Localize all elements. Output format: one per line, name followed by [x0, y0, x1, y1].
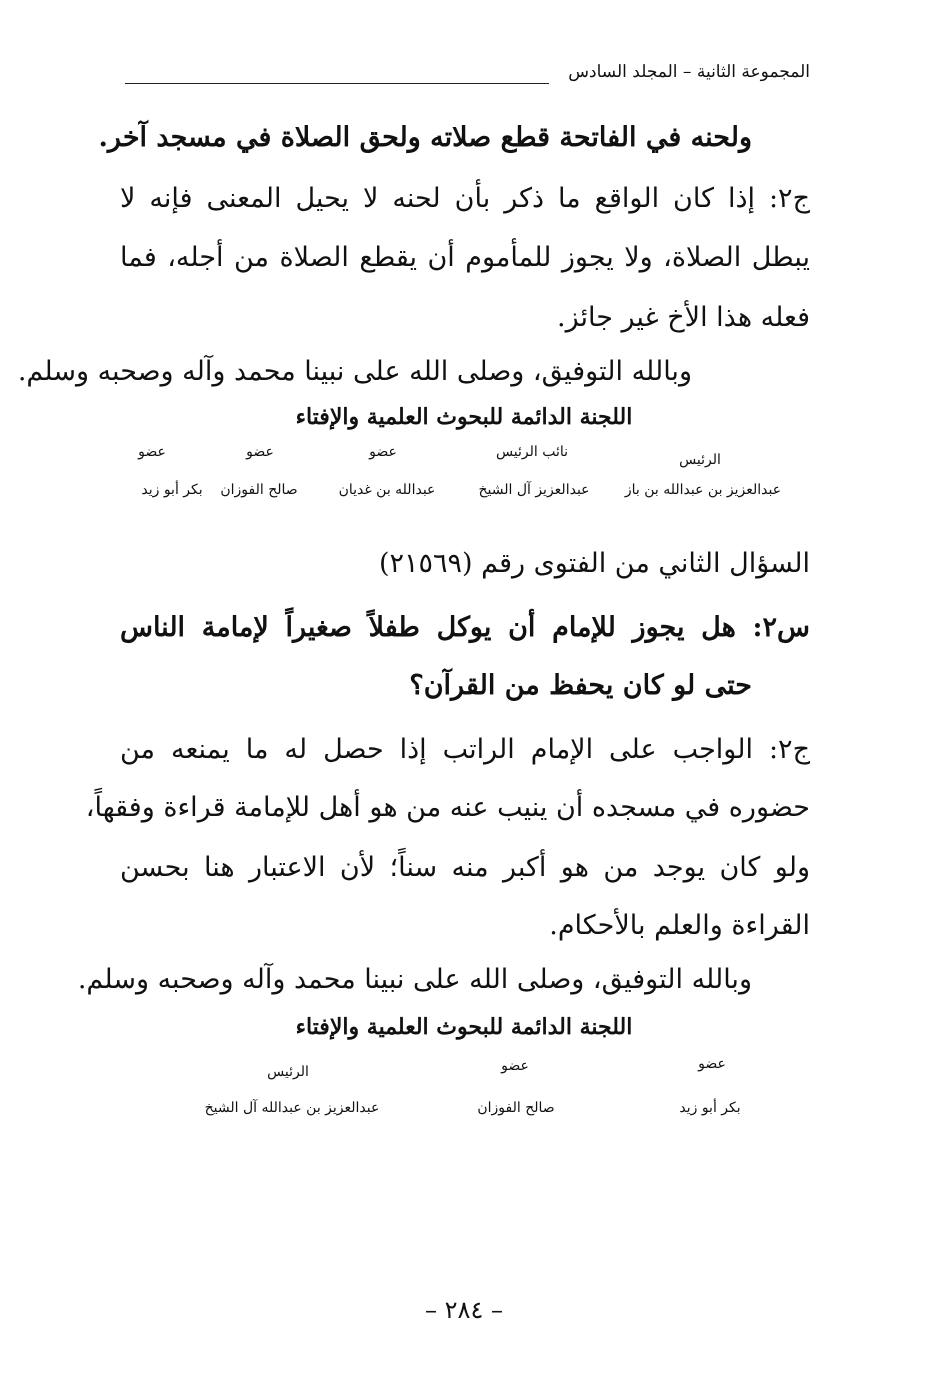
page-number: – ٢٨٤ –: [425, 1296, 503, 1324]
signatory-role: عضو: [698, 1056, 726, 1072]
signatory-name: صالح الفوزان: [220, 482, 298, 498]
answer1-line-3: فعله هذا الأخ غير جائز.: [557, 302, 810, 333]
header-title: المجموعة الثانية – المجلد السادس: [560, 62, 810, 82]
answer1-line-1: ج٢: إذا كان الواقع ما ذكر بأن لحنه لا يحيل المعنى فإنه لا: [120, 183, 810, 214]
signatory-role: الرئيس: [267, 1064, 309, 1080]
committee-title-1: اللجنة الدائمة للبحوث العلمية والإفتاء: [295, 404, 633, 430]
answer2-line-3: ولو كان يوجد من هو أكبر منه سناً؛ لأن الاعتبار هنا بحسن: [120, 852, 810, 883]
signatory-role: عضو: [501, 1058, 529, 1074]
answer1-line-2: يبطل الصلاة، ولا يجوز للمأموم أن يقطع الصلاة من أجله، فما: [120, 242, 810, 273]
signatory-name: بكر أبو زيد: [141, 482, 203, 498]
signatory-name: عبدالعزيز آل الشيخ: [478, 482, 590, 498]
answer2-line-2: حضوره في مسجده أن ينيب عنه من هو أهل للإمامة قراءة وفقهاً،: [85, 792, 810, 823]
committee-title-2: اللجنة الدائمة للبحوث العلمية والإفتاء: [295, 1014, 633, 1040]
question-tail: ولحنه في الفاتحة قطع صلاته ولحق الصلاة في مسجد آخر.: [98, 122, 752, 153]
signatory-name: بكر أبو زيد: [679, 1100, 741, 1116]
answer2-line-1: ج٢: الواجب على الإمام الراتب إذا حصل له ما يمنعه من: [120, 734, 810, 765]
signatory-name: عبدالعزيز بن عبدالله آل الشيخ: [204, 1100, 380, 1116]
question2-line-1: س٢: هل يجوز للإمام أن يوكل طفلاً صغيراً لإمامة الناس: [120, 612, 810, 643]
running-header: [120, 62, 810, 92]
signatory-role: نائب الرئيس: [495, 444, 569, 460]
signatory-role: عضو: [369, 444, 397, 460]
closing-2: وبالله التوفيق، وصلى الله على نبينا محمد وآله وصحبه وسلم.: [77, 964, 752, 995]
answer2-line-4: القراءة والعلم بالأحكام.: [549, 910, 810, 941]
closing-1: وبالله التوفيق، وصلى الله على نبينا محمد وآله وصحبه وسلم.: [17, 356, 692, 387]
question2-line-2: حتى لو كان يحفظ من القرآن؟: [409, 670, 752, 701]
signatory-role: الرئيس: [679, 452, 721, 468]
signatory-name: عبدالله بن غديان: [338, 482, 436, 498]
signatory-name: عبدالعزيز بن عبدالله بن باز: [624, 482, 782, 498]
section-heading: السؤال الثاني من الفتوى رقم (٢١٥٦٩): [378, 548, 810, 579]
signatory-role: عضو: [246, 444, 274, 460]
signatory-name: صالح الفوزان: [477, 1100, 555, 1116]
signatory-role: عضو: [138, 444, 166, 460]
